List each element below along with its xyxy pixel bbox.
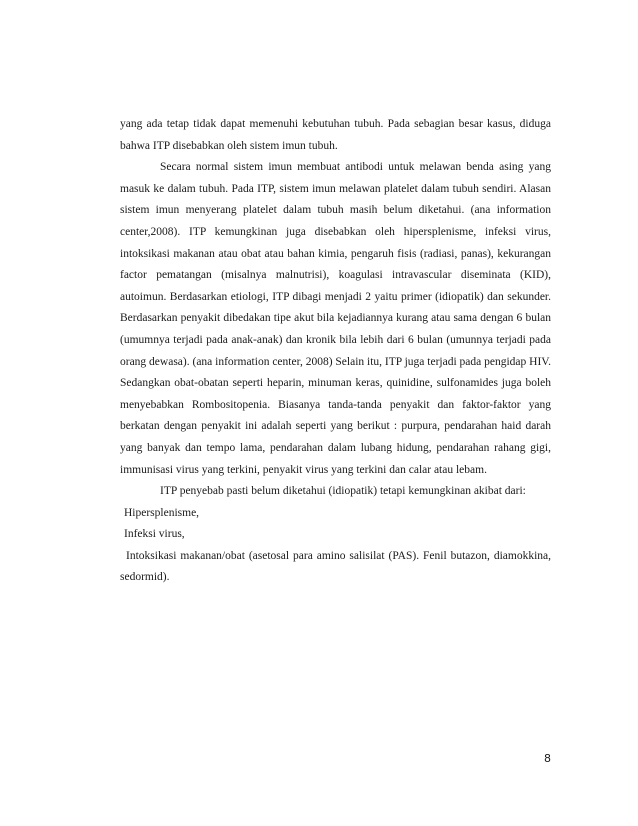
paragraph-continuation: yang ada tetap tidak dapat memenuhi kebutuhan tubuh. Pada sebagian besar kasus, diduga bahwa ITP disebabkan oleh sistem imun tubuh. xyxy=(120,118,551,152)
page-number: 8 xyxy=(544,752,551,765)
list-item: Infeksi virus, xyxy=(124,528,185,541)
paragraph-immune-system: Secara normal sistem imun membuat antibodi untuk melawan benda asing yang masuk ke dalam tubuh. Pada ITP, sistem imun melawan platelet dalam tubuh sendiri. Alasan sistem imun menyerang platelet dalam tubuh masih belum diketahui. (ana information center,2008). ITP kemungkinan juga disebabkan oleh hipersplenisme, infeksi virus, intoksikasi makanan atau obat atau bahan kimia, pengaruh fisis (radiasi, panas), kekurangan factor pematangan (misalnya malnutrisi), koagulasi intravascular diseminata (KID), autoimun. Berdasarkan etiologi, ITP dibagi menjadi 2 yaitu primer (idiopatik) dan sekunder. Berdasarkan penyakit dibedakan tipe akut bila kejadiannya kurang atau sama dengan 6 bulan (umumnya terjadi pada anak-anak) dan kronik bila lebih dari 6 bulan (umunnya terjadi pada orang dewasa). (ana information center, 2008) Selain itu, ITP juga terjadi pada pengidap HIV. Sedangkan obat-obatan seperti heparin, minuman keras, quinidine, sulfonamides juga boleh menyebabkan Rombositopenia. Biasanya tanda-tanda penyakit dan faktor-faktor yang berkatan dengan penyakit ini adalah seperti yang berikut : purpura, pendarahan haid darah yang banyak dan tempo lama, pendarahan dalam lubang hidung, pendarahan rahang gigi, immunisasi virus yang terkini, penyakit virus yang terkini dan calar atau lebam. xyxy=(120,161,551,476)
body-text xyxy=(120,114,551,589)
list-item: Hipersplenisme, xyxy=(124,506,200,519)
paragraph-cause: ITP penyebab pasti belum diketahui (idiopatik) tetapi kemungkinan akibat dari: xyxy=(160,485,526,498)
paragraph-intoxication: Intoksikasi makanan/obat (asetosal para amino salisilat (PAS). Fenil butazon, diamokkina, sedormid). xyxy=(120,549,551,584)
